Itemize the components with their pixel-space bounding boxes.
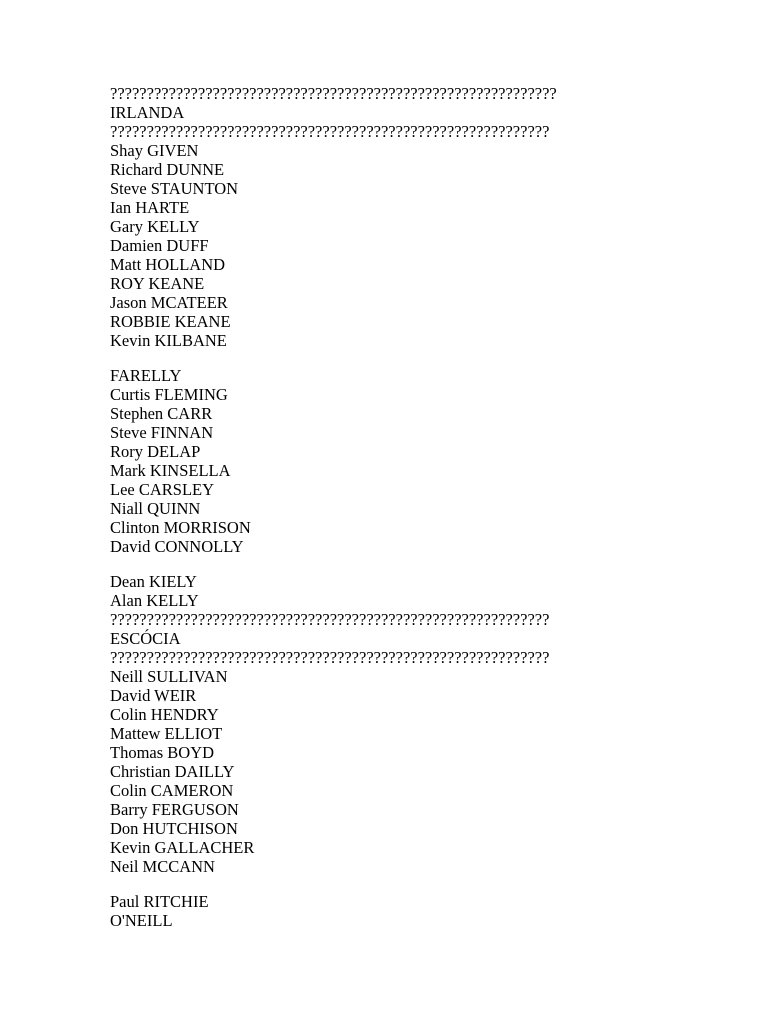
paragraph-gap [110, 350, 750, 366]
player-group [110, 572, 750, 610]
player-group [110, 892, 750, 930]
player-name: Mattew ELLIOT [110, 724, 223, 743]
player-group [110, 141, 750, 350]
player-name: Mark KINSELLA [110, 461, 231, 480]
player-name: Neill SULLIVAN [110, 667, 228, 686]
player-name: Niall QUINN [110, 499, 201, 518]
player-name: David WEIR [110, 686, 197, 705]
player-name: Paul RITCHIE [110, 892, 209, 911]
player-name: Neil MCCANN [110, 857, 215, 876]
player-name: Gary KELLY [110, 217, 200, 236]
paragraph-gap [110, 876, 750, 892]
player-name: Ian HARTE [110, 198, 190, 217]
player-name: David CONNOLLY [110, 537, 244, 556]
player-name: Jason MCATEER [110, 293, 228, 312]
separator-line: ???????????????????????????????????????????????????????????? [110, 648, 550, 667]
player-name: Kevin GALLACHER [110, 838, 255, 857]
player-name: Stephen CARR [110, 404, 213, 423]
player-name: Barry FERGUSON [110, 800, 239, 819]
player-name: O'NEILL [110, 911, 173, 930]
player-name: Richard DUNNE [110, 160, 225, 179]
player-name: Thomas BOYD [110, 743, 215, 762]
separator-line: ???????????????????????????????????????????????????????????? [110, 122, 550, 141]
player-name: Dean KIELY [110, 572, 197, 591]
player-name: Curtis FLEMING [110, 385, 228, 404]
section-heading: ESCÓCIA [110, 629, 181, 648]
separator-line: ???????????????????????????????????????????????????????????? [110, 610, 550, 629]
player-group [110, 366, 750, 556]
separator-line: ????????????????????????????????????????????????????????????? [110, 84, 557, 103]
player-name: Steve STAUNTON [110, 179, 239, 198]
player-name: Christian DAILLY [110, 762, 235, 781]
section-heading: IRLANDA [110, 103, 185, 122]
player-name: Kevin KILBANE [110, 331, 227, 350]
player-name: Alan KELLY [110, 591, 199, 610]
player-group [110, 667, 750, 876]
player-name: Colin CAMERON [110, 781, 234, 800]
player-name: ROY KEANE [110, 274, 205, 293]
player-name: Don HUTCHISON [110, 819, 238, 838]
player-name: Rory DELAP [110, 442, 201, 461]
player-name: Colin HENDRY [110, 705, 219, 724]
player-name: Lee CARSLEY [110, 480, 215, 499]
player-name: FARELLY [110, 366, 182, 385]
document-page [110, 84, 750, 930]
player-name: Matt HOLLAND [110, 255, 226, 274]
player-name: Steve FINNAN [110, 423, 214, 442]
player-name: Damien DUFF [110, 236, 209, 255]
player-name: ROBBIE KEANE [110, 312, 231, 331]
player-name: Clinton MORRISON [110, 518, 251, 537]
player-name: Shay GIVEN [110, 141, 199, 160]
paragraph-gap [110, 556, 750, 572]
